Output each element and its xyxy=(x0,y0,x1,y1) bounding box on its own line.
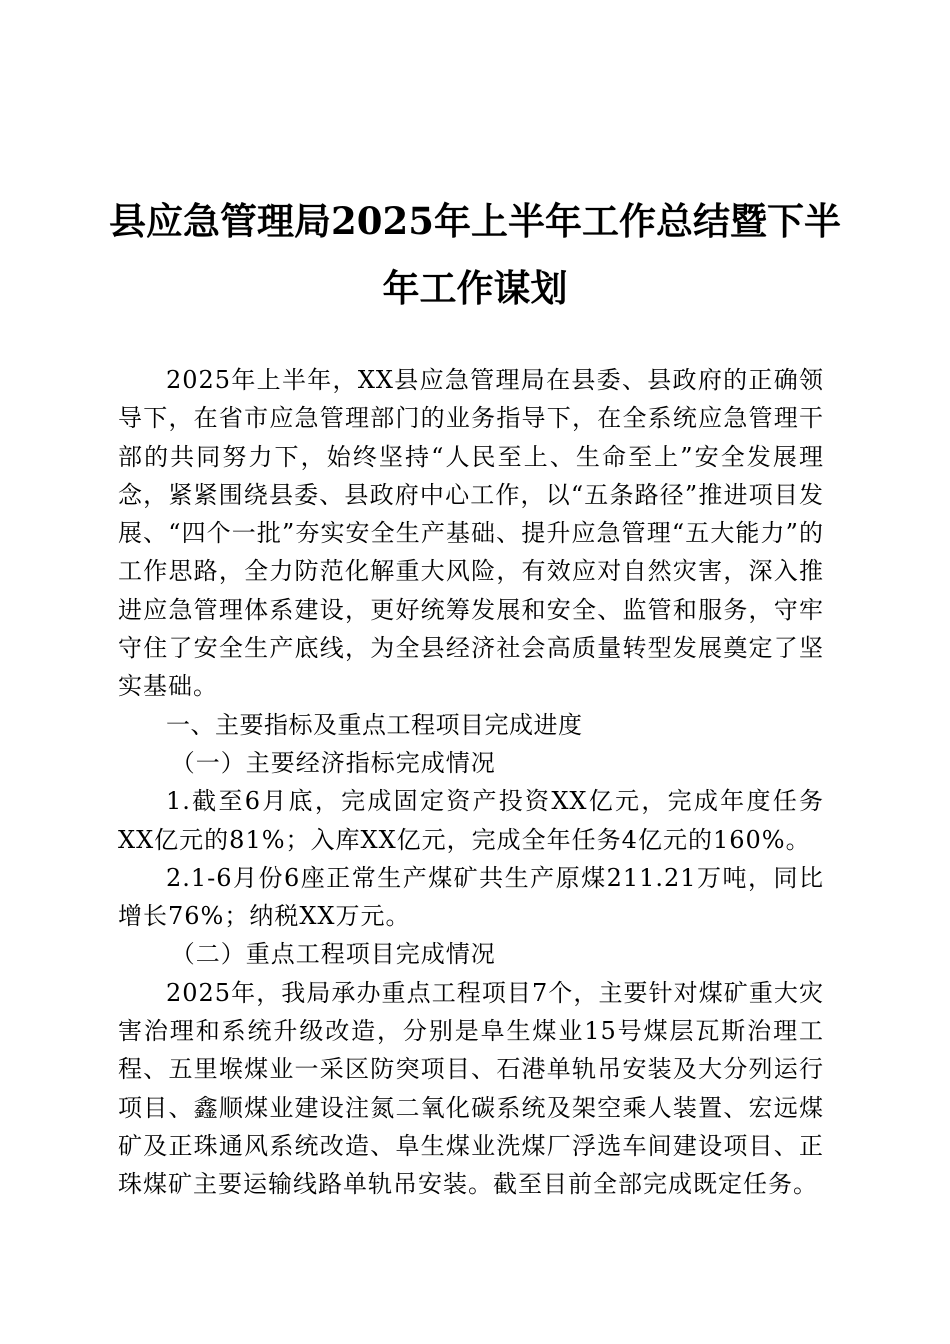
section-heading-1: 一、主要指标及重点工程项目完成进度 xyxy=(166,710,583,739)
document-body xyxy=(118,361,824,1204)
indicator-paragraph-2: 2.1-6月份6座正常生产煤矿共生产原煤211.21万吨，同比增长76%；纳税XX万元。 xyxy=(118,863,824,931)
document-title-line-2: 年工作谋划 xyxy=(382,266,568,310)
intro-paragraph: 2025年上半年，XX县应急管理局在县委、县政府的正确领导下，在省市应急管理部门的业务指导下，在全系统应急管理干部的共同努力下，始终坚持“人民至上、生命至上”安全发展理念，紧紧围绕县委、县政府中心工作，以“五条路径”推进项目发展、“四个一批”夯实安全生产基础、提升应急管理“五大能力”的工作思路，全力防范化解重大风险，有效应对自然灾害，深入推进应急管理体系建设，更好统筹发展和安全、监管和服务，守牢守住了安全生产底线，为全县经济社会高质量转型发展奠定了坚实基础。 xyxy=(118,366,824,701)
indicator-paragraph-1: 1.截至6月底，完成固定资产投资XX亿元，完成年度任务XX亿元的81%；入库XX亿元，完成全年任务4亿元的160%。 xyxy=(118,787,824,854)
subsection-heading-2: （二）重点工程项目完成情况 xyxy=(170,940,496,969)
subsection-heading-1: （一）主要经济指标完成情况 xyxy=(170,748,496,777)
document-title-line-1: 县应急管理局2025年上半年工作总结暨下半 xyxy=(109,199,841,243)
projects-paragraph: 2025年，我局承办重点工程项目7个，主要针对煤矿重大灾害治理和系统升级改造，分别是阜生煤业15号煤层瓦斯治理工程、五里堠煤业一采区防突项目、石港单轨吊安装及大分列运行项目、鑫顺煤业建设注氮二氧化碳系统及架空乘人装置、宏远煤矿及正珠通风系统改造、阜生煤业洗煤厂浮选车间建设项目、正珠煤矿主要运输线路单轨吊安装。截至目前全部完成既定任务。 xyxy=(118,978,824,1199)
